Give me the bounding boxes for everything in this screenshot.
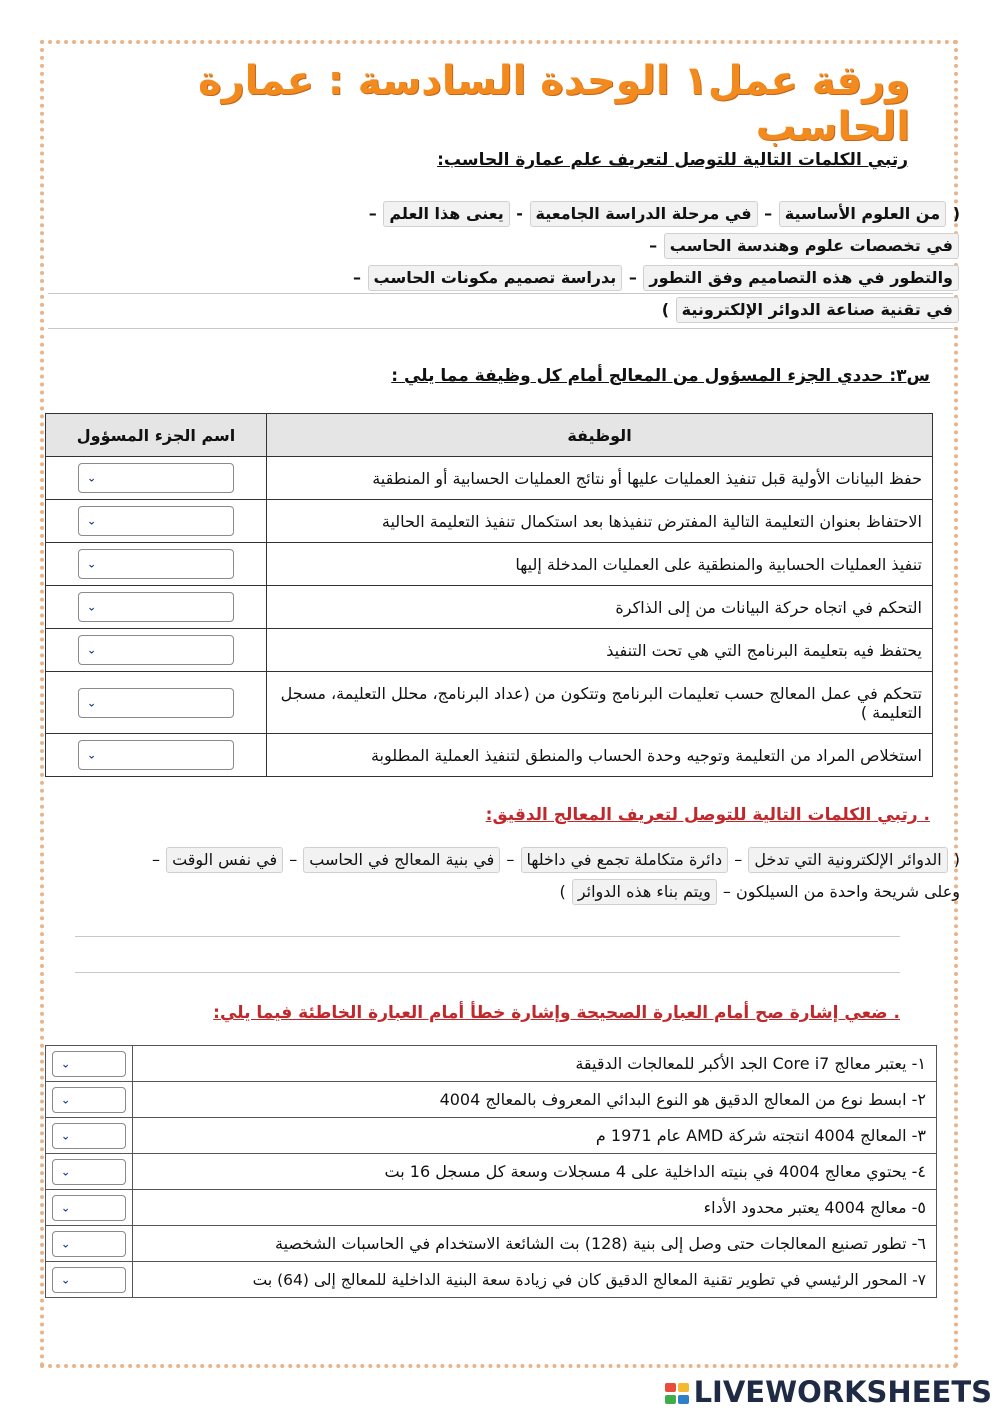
- answer-line: [48, 293, 953, 294]
- close-paren: ): [661, 300, 670, 319]
- function-text: حفظ البيانات الأولية قبل تنفيذ العمليات عليها أو نتائج العمليات الحسابية أو المنطقية: [267, 457, 933, 500]
- section1-line2: [72, 262, 960, 326]
- section3-heading: . رتبي الكلمات التالية للتوصل لتعريف المعالج الدقيق:: [485, 805, 930, 825]
- table-row: [46, 457, 933, 500]
- table-row: [46, 1226, 937, 1262]
- word-chip[interactable]: والتطور في هذه التصاميم وفق التطور: [643, 265, 959, 291]
- part-dropdown[interactable]: [78, 688, 234, 718]
- table-row: [46, 1154, 937, 1190]
- liveworksheets-logo-icon: [665, 1383, 691, 1405]
- table-row: [46, 1046, 937, 1082]
- true-false-dropdown[interactable]: [52, 1051, 126, 1077]
- section1-wordbank: [72, 198, 960, 326]
- word-chip[interactable]: في بنية المعالج في الحاسب: [303, 847, 500, 873]
- chevron-down-icon: ⌄: [61, 1129, 71, 1142]
- true-false-dropdown[interactable]: [52, 1231, 126, 1257]
- separator: –: [649, 236, 658, 255]
- close-paren: ): [559, 882, 566, 901]
- answer-line: [75, 972, 900, 973]
- part-dropdown[interactable]: [78, 635, 234, 665]
- statement-text: ٣- المعالج 4004 انتجته شركة AMD عام 1971 م: [133, 1118, 937, 1154]
- true-false-dropdown[interactable]: [52, 1159, 126, 1185]
- chevron-down-icon: ⌄: [61, 1237, 71, 1250]
- separator: -: [516, 204, 523, 223]
- separator: –: [352, 268, 361, 287]
- true-false-dropdown[interactable]: [52, 1123, 126, 1149]
- true-false-table: [45, 1045, 937, 1298]
- separator: –: [764, 204, 773, 223]
- word-chip[interactable]: يعنى هذا العلم: [383, 201, 509, 227]
- word-chip[interactable]: بدراسة تصميم مكونات الحاسب: [368, 265, 623, 291]
- word-chip[interactable]: الدوائر الإلكترونية التي تدخل: [748, 847, 947, 873]
- function-text: يحتفظ فيه بتعليمة البرنامج التي هي تحت التنفيذ: [267, 629, 933, 672]
- table-row: [46, 543, 933, 586]
- separator: –: [368, 204, 377, 223]
- separator: –: [151, 850, 160, 869]
- word-chip[interactable]: في نفس الوقت: [166, 847, 283, 873]
- true-false-dropdown[interactable]: [52, 1087, 126, 1113]
- function-text: التحكم في اتجاه حركة البيانات من إلى الذاكرة: [267, 586, 933, 629]
- statement-text: ٢- ابسط نوع من المعالج الدقيق هو النوع البدائي المعروف بالمعالج 4004: [133, 1082, 937, 1118]
- separator: –: [628, 268, 637, 287]
- table-row: [46, 1190, 937, 1226]
- separator: –: [289, 850, 298, 869]
- section2-heading: س٣: حددي الجزء المسؤول من المعالج أمام كل وظيفة مما يلي :: [391, 366, 930, 386]
- chevron-down-icon: ⌄: [87, 514, 97, 528]
- section3-line2: [72, 876, 960, 908]
- part-dropdown[interactable]: [78, 463, 234, 493]
- open-paren: (: [953, 850, 960, 869]
- word-chip[interactable]: في تقنية صناعة الدوائر الإلكترونية: [676, 297, 959, 323]
- table-row: [46, 672, 933, 734]
- chevron-down-icon: ⌄: [61, 1273, 71, 1286]
- table-row: [46, 629, 933, 672]
- true-false-dropdown[interactable]: [52, 1267, 126, 1293]
- chevron-down-icon: ⌄: [87, 748, 97, 762]
- section3-wordbank: [72, 844, 960, 908]
- word-chip[interactable]: ويتم بناء هذه الدوائر: [572, 879, 717, 905]
- worksheet-title: ورقة عمل١ الوحدة السادسة : عمارة الحاسب: [198, 58, 910, 150]
- function-text: الاحتفاظ بعنوان التعليمة التالية المفترض تنفيذها بعد استكمال تنفيذ التعليمة الحالية: [267, 500, 933, 543]
- word-chip[interactable]: في مرحلة الدراسة الجامعية: [530, 201, 758, 227]
- table-row: [46, 586, 933, 629]
- section1-heading: رتبي الكلمات التالية للتوصل لتعريف علم عمارة الحاسب:: [437, 150, 908, 170]
- chevron-down-icon: ⌄: [87, 557, 97, 571]
- statement-text: ٦- تطور تصنيع المعالجات حتى وصل إلى بنية (128) بت الشائعة الاستخدام في الحاسبات الشخصية: [133, 1226, 937, 1262]
- part-dropdown[interactable]: [78, 592, 234, 622]
- word-chip[interactable]: من العلوم الأساسية: [779, 201, 946, 227]
- statement-text: ٤- يحتوي معالج 4004 في بنيته الداخلية على 4 مسجلات وسعة كل مسجل 16 بت: [133, 1154, 937, 1190]
- function-text: تتحكم في عمل المعالج حسب تعليمات البرنامج وتتكون من (عداد البرنامج، محلل التعليمة، مسجل التعليمة ): [267, 672, 933, 734]
- brand-text: LIVEWORKSHEETS: [693, 1375, 992, 1409]
- processor-parts-table: [45, 413, 933, 777]
- col-function: الوظيفة: [267, 414, 933, 457]
- chevron-down-icon: ⌄: [61, 1201, 71, 1214]
- function-text: تنفيذ العمليات الحسابية والمنطقية على العمليات المدخلة إليها: [267, 543, 933, 586]
- function-text: استخلاص المراد من التعليمة وتوجيه وحدة الحساب والمنطق لتنفيذ العملية المطلوبة: [267, 734, 933, 777]
- separator: –: [722, 882, 731, 901]
- part-dropdown[interactable]: [78, 740, 234, 770]
- section3-line1: [72, 844, 960, 876]
- open-paren: (: [952, 204, 960, 223]
- table-row: [46, 734, 933, 777]
- table-row: [46, 1262, 937, 1298]
- chevron-down-icon: ⌄: [87, 471, 97, 485]
- separator: –: [734, 850, 743, 869]
- word-chip[interactable]: دائرة متكاملة تجمع في داخلها: [521, 847, 729, 873]
- word-chip[interactable]: في تخصصات علوم وهندسة الحاسب: [664, 233, 959, 259]
- part-dropdown[interactable]: [78, 549, 234, 579]
- section1-line1: [72, 198, 960, 262]
- answer-line: [48, 328, 953, 329]
- chevron-down-icon: ⌄: [61, 1093, 71, 1106]
- section4-heading: . ضعي إشارة صح أمام العبارة الصحيحة وإشارة خطأ أمام العبارة الخاطئة فيما يلي:: [213, 1003, 900, 1023]
- true-false-dropdown[interactable]: [52, 1195, 126, 1221]
- table-row: [46, 500, 933, 543]
- lead-text: وعلى شريحة واحدة من السيلكون: [735, 882, 960, 901]
- chevron-down-icon: ⌄: [61, 1057, 71, 1070]
- table-row: [46, 1118, 937, 1154]
- statement-text: ١- يعتبر معالج Core i7 الجد الأكبر للمعالجات الدقيقة: [133, 1046, 937, 1082]
- chevron-down-icon: ⌄: [87, 643, 97, 657]
- statement-text: ٥- معالج 4004 يعتبر محدود الأداء: [133, 1190, 937, 1226]
- liveworksheets-footer[interactable]: [665, 1375, 992, 1409]
- chevron-down-icon: ⌄: [87, 600, 97, 614]
- col-part-name: اسم الجزء المسؤول: [46, 414, 267, 457]
- part-dropdown[interactable]: [78, 506, 234, 536]
- table-row: [46, 1082, 937, 1118]
- chevron-down-icon: ⌄: [87, 696, 97, 709]
- statement-text: ٧- المحور الرئيسي في تطوير تقنية المعالج الدقيق كان في زيادة سعة البنية الداخلية للمعالج إلى (64) بت: [133, 1262, 937, 1298]
- separator: –: [506, 850, 515, 869]
- chevron-down-icon: ⌄: [61, 1165, 71, 1178]
- answer-line: [75, 936, 900, 937]
- table-header-row: [46, 414, 933, 457]
